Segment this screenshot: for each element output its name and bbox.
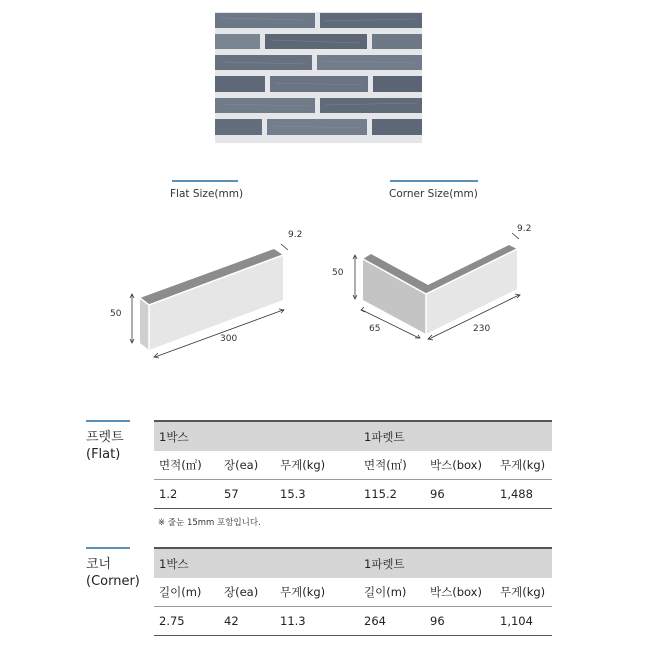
table-cell: 96: [430, 614, 445, 628]
table-cell: 96: [430, 487, 445, 501]
flat-depth-label: 9.2: [288, 230, 303, 240]
corner-label-kr: 코너: [86, 557, 112, 572]
table-cell: 115.2: [364, 487, 397, 501]
column-header: 길이(m): [159, 585, 202, 599]
flat-header-box: 1박스: [159, 429, 189, 444]
corner-spec-table: [154, 547, 552, 636]
flat-height-label: 50: [110, 309, 122, 319]
table-cell: 42: [224, 614, 239, 628]
column-header: 장(ea): [224, 458, 259, 472]
corner-long-label: 230: [473, 324, 491, 334]
column-header: 면적(㎡): [159, 458, 202, 472]
flat-label-underline: [86, 420, 130, 422]
column-header: 길이(m): [364, 585, 407, 599]
corner-label-en: (Corner): [86, 574, 140, 589]
flat-label-kr: 프렛트: [86, 430, 124, 445]
flat-label-en: (Flat): [86, 447, 121, 462]
corner-brick-drawing: [363, 245, 517, 334]
flat-table-header: [154, 420, 552, 451]
flat-length-label: 300: [220, 334, 238, 344]
flat-size-caption: Flat Size(mm): [170, 188, 244, 200]
corner-header-box: 1박스: [159, 556, 189, 571]
column-header: 장(ea): [224, 585, 259, 599]
corner-column-headers: [154, 578, 552, 607]
corner-height-label: 50: [332, 268, 344, 278]
table-row: [154, 480, 552, 509]
table-cell: 1,104: [500, 614, 533, 628]
corner-label-underline: [86, 547, 130, 549]
table-row: [154, 607, 552, 636]
column-header: 무게(kg): [500, 585, 546, 599]
column-header: 박스(box): [430, 458, 482, 472]
corner-section-label: [86, 556, 140, 590]
flat-column-headers: [154, 451, 552, 480]
corner-table-header: [154, 547, 552, 578]
table-cell: 57: [224, 487, 239, 501]
flat-header-pallet: 1파렛트: [364, 429, 405, 444]
column-header: 면적(㎡): [364, 458, 407, 472]
table-cell: 15.3: [280, 487, 306, 501]
flat-brick-drawing: [140, 249, 283, 350]
column-header: 무게(kg): [500, 458, 546, 472]
column-header: 무게(kg): [280, 585, 326, 599]
corner-short-label: 65: [369, 324, 381, 334]
table-cell: 2.75: [159, 614, 185, 628]
table-cell: 264: [364, 614, 386, 628]
corner-header-pallet: 1파렛트: [364, 556, 405, 571]
flat-spec-table: [154, 420, 552, 509]
column-header: 박스(box): [430, 585, 482, 599]
table-cell: 11.3: [280, 614, 306, 628]
grout-note: ※ 줄눈 15mm 포함입니다.: [158, 518, 261, 528]
corner-size-caption: Corner Size(mm): [389, 188, 478, 200]
table-cell: 1,488: [500, 487, 533, 501]
flat-section-label: [86, 429, 124, 463]
corner-depth-label: 9.2: [517, 224, 532, 234]
column-header: 무게(kg): [280, 458, 326, 472]
table-cell: 1.2: [159, 487, 178, 501]
